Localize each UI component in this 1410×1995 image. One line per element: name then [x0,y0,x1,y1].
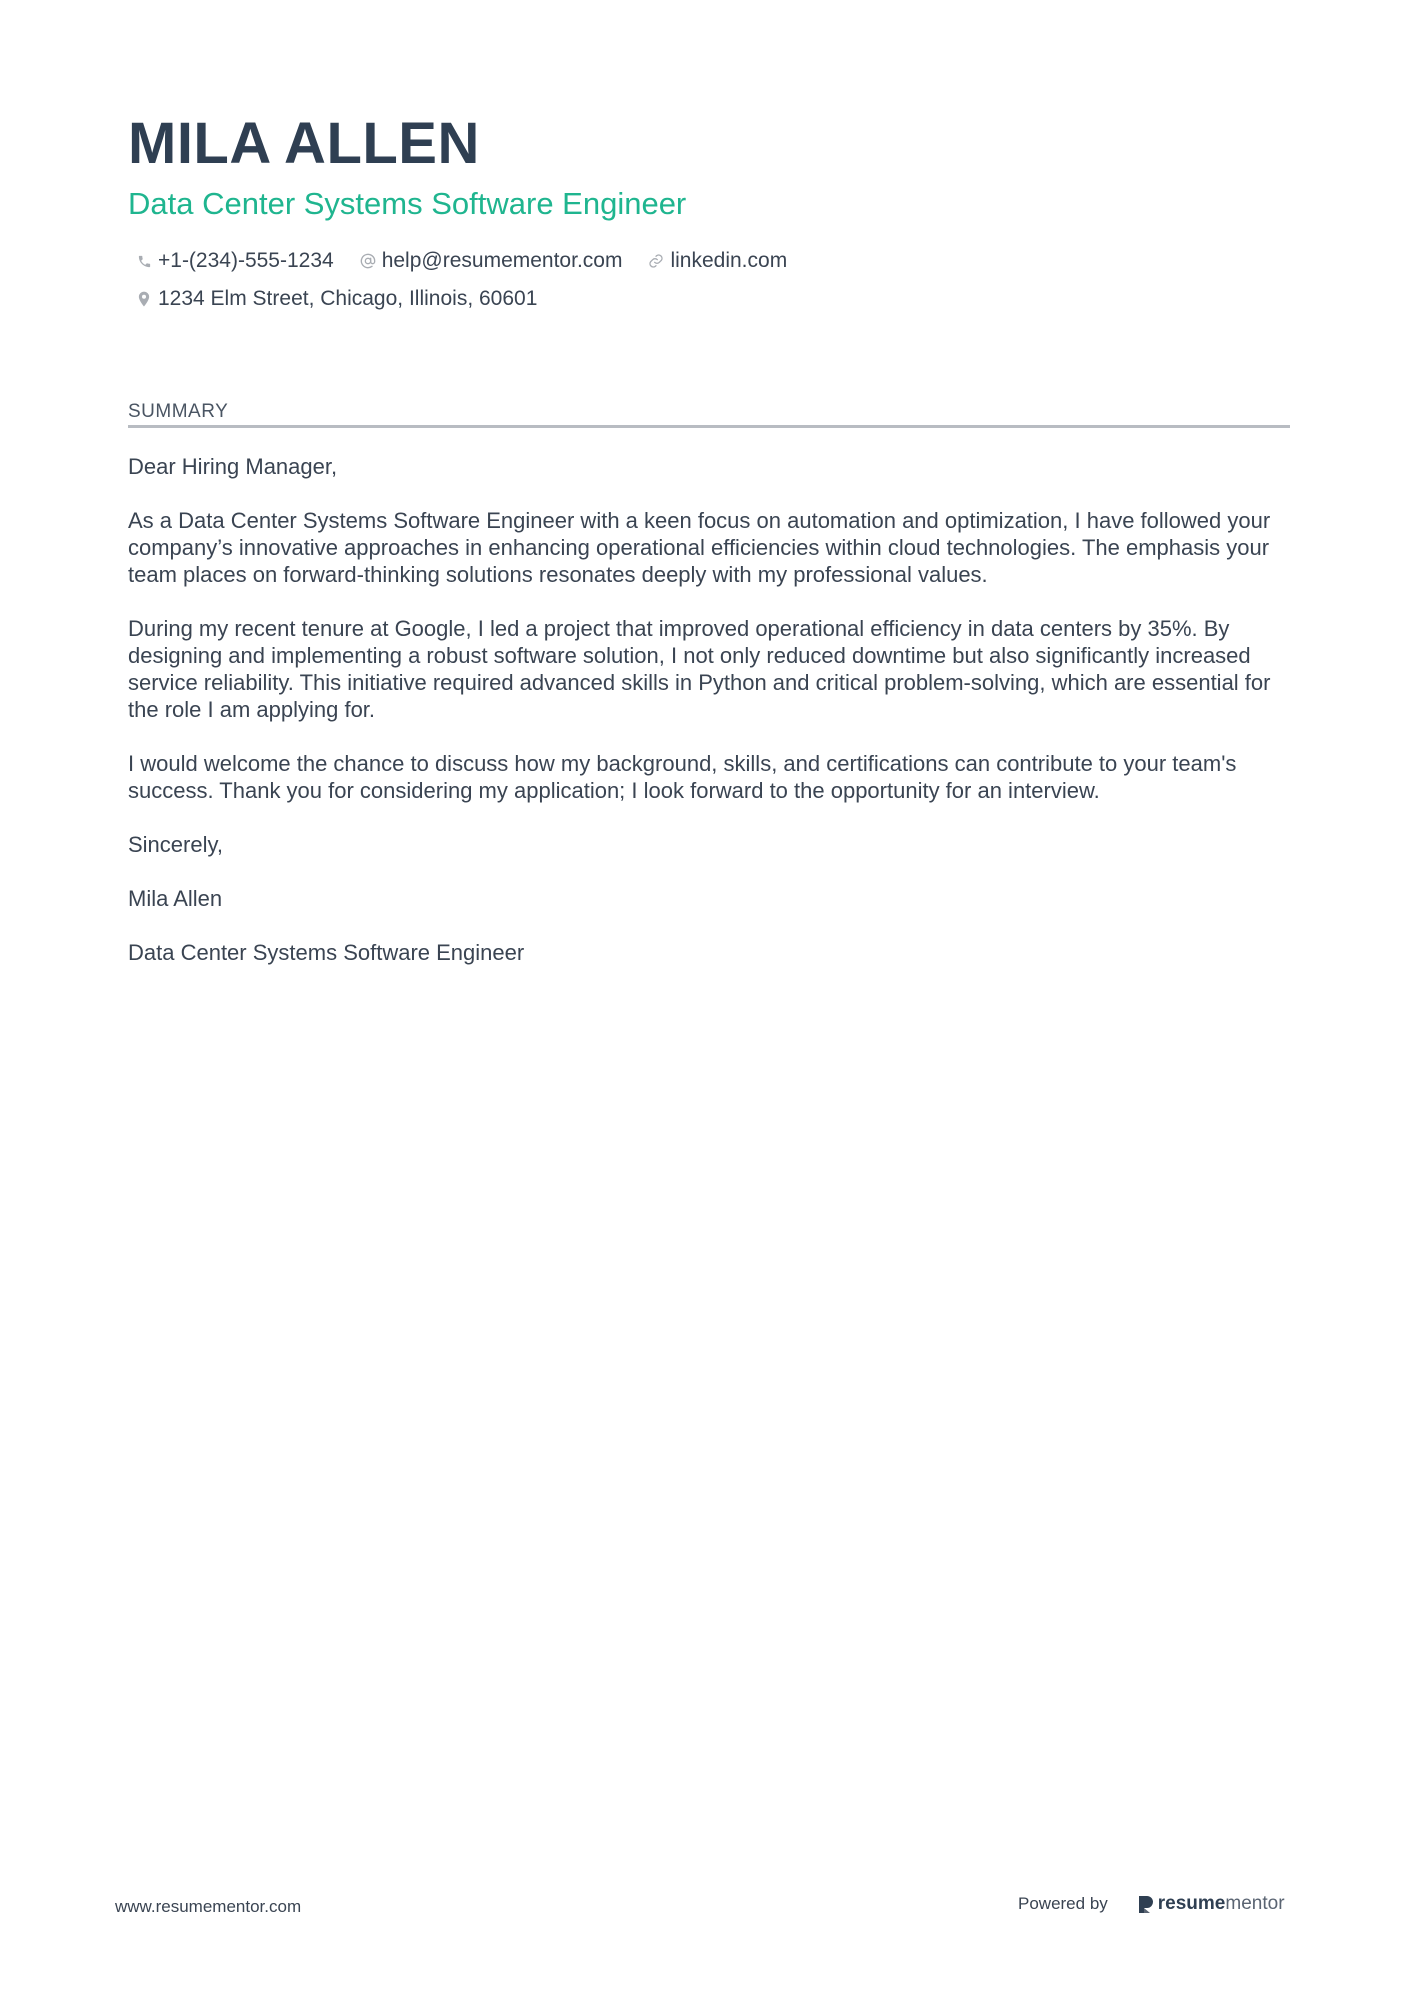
address-text: 1234 Elm Street, Chicago, Illinois, 60601 [158,287,538,310]
linkedin-link[interactable]: linkedin.com [670,249,788,272]
contact-row-primary [136,246,813,276]
section-heading-summary: SUMMARY [128,401,229,422]
letter-paragraph: During my recent tenure at Google, I led a project that improved operational efficiency in data centers by 35%. By designing and implementing a robust software solution, I not only reduced downtime but also significantly increased service reliability. This initiative required advanced skills in Python and critical problem-solving, which are essential for the role I am applying for. [128,616,1271,722]
applicant-name: MILA ALLEN [128,111,480,176]
footer-website-link[interactable]: www.resumementor.com [115,1897,302,1916]
footer-branding [1018,1891,1285,1917]
letter-body [128,453,1298,993]
powered-by-label: Powered by [1018,1894,1108,1913]
letter-closing: Sincerely, [128,832,223,857]
contact-email [360,246,623,276]
signature-name: Mila Allen [128,886,223,911]
brand-wordmark-part2: mentor [1225,1893,1285,1914]
contact-address [136,284,537,314]
email-link[interactable]: help@resumementor.com [381,249,623,272]
contact-phone [136,246,334,276]
section-divider [128,425,1290,428]
letter-paragraph: As a Data Center Systems Software Engineer with a keen focus on automation and optimization, I have followed your company’s innovative approaches in enhancing operational efficiencies within cloud technologies. The emphasis your team places on forward-thinking solutions resonates deeply with my professional values. [128,508,1271,587]
job-title: Data Center Systems Software Engineer [128,186,687,221]
brand-logo-link[interactable] [1138,1892,1285,1916]
contact-row-secondary [136,284,563,314]
link-icon [648,253,664,269]
brand-wordmark-part1: resume [1157,1893,1226,1914]
resumementor-logo-icon [1138,1894,1154,1914]
at-sign-icon [360,253,376,269]
phone-icon [136,253,152,269]
letter-greeting: Dear Hiring Manager, [128,454,338,479]
map-pin-icon [136,291,152,307]
signature-title: Data Center Systems Software Engineer [128,940,525,965]
contact-linkedin [648,246,787,276]
phone-text: +1-(234)-555-1234 [158,249,334,272]
letter-paragraph: I would welcome the chance to discuss how my background, skills, and certifications can contribute to your team's success. Thank you for considering my application; I look forward to the opportunity for an interview. [128,751,1237,803]
